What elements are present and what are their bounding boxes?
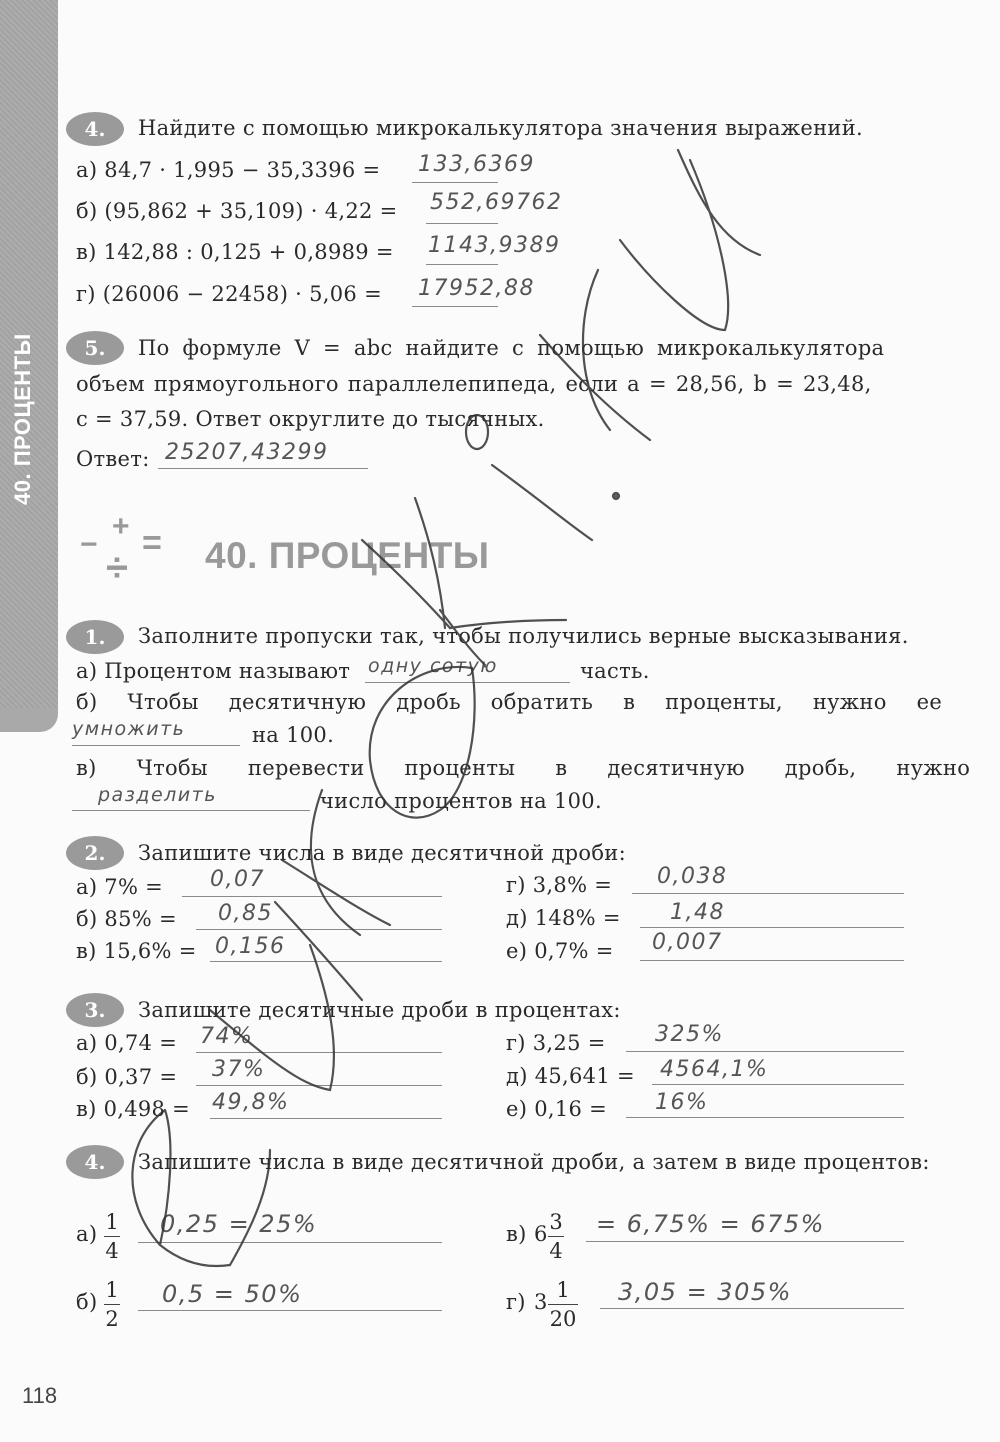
exercise-label: г) 3,8% = <box>506 873 613 897</box>
exercise-label: д) 45,641 = <box>506 1064 635 1088</box>
handwritten-answer: 0,007 <box>652 930 723 955</box>
exercise-label: г) 3,25 = <box>506 1031 606 1055</box>
handwritten-answer: 49,8% <box>212 1090 290 1115</box>
statement-b: б) Чтобы десятичную дробь обратить в проценты, нужно ее <box>76 690 943 714</box>
answer-blank[interactable] <box>158 468 368 469</box>
handwritten-answer: 17952,88 <box>418 276 535 301</box>
expression: а) 84,7 · 1,995 − 35,3396 = <box>76 158 381 182</box>
numerator: 3 <box>549 1210 563 1234</box>
plus-icon: + <box>112 510 130 543</box>
exercise-label: д) 148% = <box>506 906 621 930</box>
whole-part: 6 <box>534 1222 548 1246</box>
side-tab-label: 40. ПРОЦЕНТЫ <box>10 333 35 505</box>
handwritten-answer: 0,85 <box>218 901 273 926</box>
handwritten-answer: = 6,75% = 675% <box>596 1210 825 1238</box>
exercise-label: а) 0,74 = <box>76 1031 178 1055</box>
answer-label: Ответ: <box>76 447 150 471</box>
numerator: 1 <box>105 1210 119 1234</box>
handwritten-answer: 0,5 = 50% <box>162 1280 303 1308</box>
exercise-label: б) 0,37 = <box>76 1065 178 1089</box>
denominator: 20 <box>549 1307 577 1331</box>
denominator: 2 <box>105 1307 119 1331</box>
whole-part: 3 <box>534 1290 548 1314</box>
task-number-badge: 2. <box>66 836 124 870</box>
exercise-label: е) 0,16 = <box>506 1097 608 1121</box>
task-number-badge: 4. <box>66 1145 124 1179</box>
handwritten-answer: 74% <box>200 1024 254 1049</box>
handwritten-answer: 325% <box>655 1022 724 1047</box>
statement-a-end: часть. <box>580 659 650 683</box>
divide-icon: ÷ <box>106 546 128 590</box>
fill-in-blank[interactable] <box>72 810 310 811</box>
task-text-line-3: c = 37,59. Ответ округлите до тысячных. <box>76 407 545 431</box>
answer-blank[interactable] <box>210 961 442 962</box>
answer-blank[interactable] <box>138 1242 442 1243</box>
answer-blank[interactable] <box>412 182 498 183</box>
page-number: 118 <box>22 1383 58 1408</box>
exercise-label: а) <box>76 1222 98 1246</box>
answer-blank[interactable] <box>652 1084 904 1085</box>
expression: г) (26006 − 22458) · 5,06 = <box>76 282 382 306</box>
task-prompt: Запишите числа в виде десятичной дроби: <box>138 841 626 865</box>
handwritten-answer: 16% <box>655 1090 709 1115</box>
fill-in-blank[interactable] <box>72 745 240 746</box>
answer-blank[interactable] <box>426 223 498 224</box>
answer-blank[interactable] <box>640 927 904 928</box>
task-prompt: Запишите числа в виде десятичной дроби, а затем в виде процентов: <box>138 1150 930 1174</box>
statement-c: в) Чтобы перевести проценты в десятичную дробь, нужно <box>76 756 971 780</box>
handwritten-answer: одну сотую <box>368 655 498 677</box>
equals-icon: = <box>142 524 162 562</box>
fraction <box>104 1210 120 1263</box>
task-text-line-2: объем прямоугольного параллелепипеда, если a = 28,56, b = 23,48, <box>76 372 872 396</box>
answer-blank[interactable] <box>412 306 498 307</box>
section-title: 40. ПРОЦЕНТЫ <box>205 535 490 576</box>
answer-blank[interactable] <box>426 264 498 265</box>
handwritten-answer: 4564,1% <box>660 1057 769 1082</box>
answer-blank[interactable] <box>138 1310 442 1311</box>
exercise-label: б) <box>76 1290 98 1314</box>
answer-blank[interactable] <box>586 1241 904 1242</box>
task-prompt: Запишите десятичные дроби в процентах: <box>138 998 621 1022</box>
math-operators-icon <box>80 510 170 590</box>
answer-blank[interactable] <box>640 960 904 961</box>
answer-blank[interactable] <box>196 929 442 930</box>
expression: в) 142,88 : 0,125 + 0,8989 = <box>76 240 394 264</box>
handwritten-answer: разделить <box>98 784 217 806</box>
statement-b-end: на 100. <box>252 723 335 747</box>
handwritten-answer: 552,69762 <box>430 190 563 215</box>
fraction <box>548 1278 578 1331</box>
answer-blank[interactable] <box>196 1052 442 1053</box>
exercise-label: е) 0,7% = <box>506 939 614 963</box>
answer-blank[interactable] <box>600 1308 904 1309</box>
exercise-label: в) 0,498 = <box>76 1097 191 1121</box>
task-number-badge: 4. <box>66 112 124 146</box>
task-prompt: Найдите с помощью микрокалькулятора значения выражений. <box>138 116 863 140</box>
numerator: 1 <box>105 1278 119 1302</box>
expression: б) (95,862 + 35,109) · 4,22 = <box>76 199 398 223</box>
fraction <box>548 1210 564 1263</box>
handwritten-answer: 0,156 <box>215 934 286 959</box>
fill-in-blank[interactable] <box>365 682 570 683</box>
exercise-label: г) <box>506 1290 526 1314</box>
handwritten-answer: 0,07 <box>210 867 265 892</box>
exercise-label: а) 7% = <box>76 875 164 899</box>
answer-blank[interactable] <box>632 893 904 894</box>
handwritten-answer: 0,25 = 25% <box>160 1210 318 1238</box>
task-text-line-1: По формуле V = abc найдите с помощью микрокалькулятора <box>138 336 885 360</box>
task-number-badge: 5. <box>66 331 124 365</box>
exercise-label: в) <box>506 1222 527 1246</box>
answer-blank[interactable] <box>626 1117 904 1118</box>
numerator: 1 <box>556 1278 570 1302</box>
handwritten-answer: 1143,9389 <box>428 233 561 258</box>
statement-a: а) Процентом называют <box>76 659 351 683</box>
fraction <box>104 1278 120 1331</box>
answer-blank[interactable] <box>210 1118 442 1119</box>
answer-blank[interactable] <box>182 896 442 897</box>
statement-c-end: число процентов на 100. <box>320 789 602 813</box>
answer-blank[interactable] <box>626 1051 904 1052</box>
handwritten-answer: 1,48 <box>670 900 725 925</box>
task-number-badge: 3. <box>66 993 124 1027</box>
handwritten-answer: умножить <box>72 718 186 740</box>
handwritten-answer: 37% <box>212 1057 266 1082</box>
handwritten-answer: 3,05 = 305% <box>618 1278 792 1306</box>
task-number-badge: 1. <box>66 620 124 654</box>
handwritten-answer: 133,6369 <box>418 152 535 177</box>
denominator: 4 <box>549 1239 563 1263</box>
minus-icon: − <box>80 528 98 561</box>
answer-blank[interactable] <box>196 1085 442 1086</box>
exercise-label: в) 15,6% = <box>76 939 197 963</box>
denominator: 4 <box>105 1239 119 1263</box>
task-prompt: Заполните пропуски так, чтобы получились верные высказывания. <box>138 624 909 648</box>
handwritten-answer: 25207,43299 <box>165 440 329 465</box>
handwritten-answer: 0,038 <box>657 864 728 889</box>
exercise-label: б) 85% = <box>76 907 177 931</box>
